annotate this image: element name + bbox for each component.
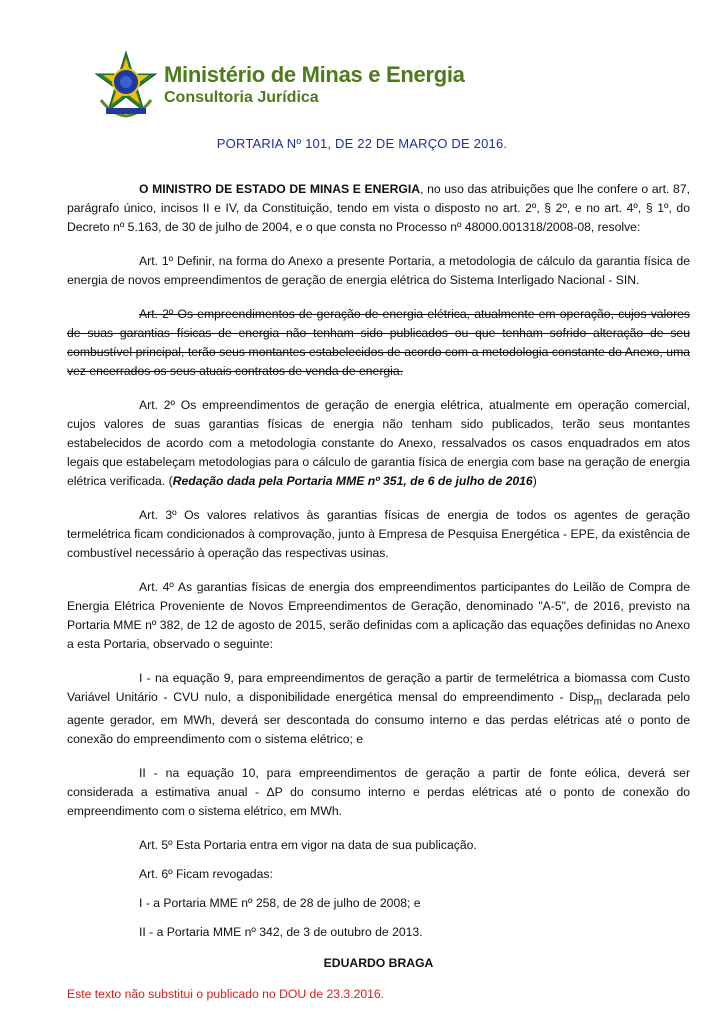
preamble-text: , no uso das atribuições que lhe confere o art. 87, parágrafo único, incisos II e IV, da Constituição, tendo em vista o disposto no art. 2º, § 2º, e no art. 4º, § 1º, do Decreto nº 5.163, de 30 de julho de 2004, e o que consta no Processo nº 48000.001318/2008-08, resolve: xyxy=(67,182,690,234)
minister-title: O MINISTRO DE ESTADO DE MINAS E ENERGIA xyxy=(139,182,421,196)
publication-notice: Este texto não substitui o publicado no DOU de 23.3.2016. xyxy=(67,987,385,1002)
item-1-post: declarada pelo agente gerador, em MWh, deverá ser descontada do consumo interno e das perdas elétricas até o ponto de conexão do empreendimento com o sistema elétrico; e xyxy=(67,690,690,747)
revocation-2: II - a Portaria MME nº 342, de 3 de outubro de 2013. xyxy=(139,925,423,940)
amendment-note: Redação dada pela Portaria MME nº 351, de 6 de julho de 2016 xyxy=(172,474,533,488)
article-4: Art. 4º As garantias físicas de energia dos empreendimentos participantes do Leilão de Compra de Energia Elétrica Proveniente de Novos Empreendimentos de Geração, denominado "A-5", de 2016, previsto na Portaria MME nº 382, de 12 de agosto de 2015, serão definidas com a aplicação das equações definidas no Anexo a esta Portaria, observado o seguinte: xyxy=(67,580,690,651)
article-6: Art. 6º Ficam revogadas: xyxy=(139,867,273,882)
document-body xyxy=(67,180,690,1004)
brazil-coat-of-arms-icon xyxy=(93,50,159,118)
item-2: II - na equação 10, para empreendimentos de geração a partir de fonte eólica, deverá ser considerada a estimativa anual - ΔP do consumo interno e perdas elétricas até o ponto de conexão do empreendimento com o sistema elétrico, em MWh. xyxy=(67,766,690,819)
article-5: Art. 5º Esta Portaria entra em vigor na data de sua publicação. xyxy=(139,838,477,853)
article-2-text: Art. 2º Os empreendimentos de geração de energia elétrica, atualmente em operação comercial, cujos valores de suas garantias físicas de energia não tenham sido publicados, terão seus montantes estabelecidos de acordo com a metodologia constante do Anexo, ressalvados os casos enquadrados em atos legais que estabeleçam metodologias para o cálculo de garantia física de energia com base na geração de energia elétrica verificada. ( xyxy=(67,398,690,488)
org-name: Ministério de Minas e Energia xyxy=(164,62,465,87)
article-2-close: ) xyxy=(532,474,537,488)
item-1-pre: I - na equação 9, para empreendimentos de geração a partir de termelétrica a biomassa com Custo Variável Unitário - CVU nulo, a disponibilidade energética mensal do empreendimento - Disp xyxy=(67,671,690,704)
article-1: Art. 1º Definir, na forma do Anexo a presente Portaria, a metodologia de cálculo da garantia física de energia de novos empreendimentos de geração de energia elétrica do Sistema Interligado Nacional - SIN. xyxy=(67,254,690,287)
article-3: Art. 3º Os valores relativos às garantias físicas de energia de todos os agentes de geração termelétrica ficam condicionados à comprovação, junto à Empresa de Pesquisa Energética - EPE, da existência de combustível necessário à operação das respectivas usinas. xyxy=(67,508,690,560)
article-2-revoked: Art. 2º Os empreendimentos de geração de energia elétrica, atualmente em operação, cujos valores de suas garantias físicas de energia não tenham sido publicados ou que tenham sofrido alteração de seu combustível principal, terão seus montantes estabelecidos de acordo com a metodologia constante do Anexo, uma vez encerrados os seus atuais contratos de venda de energia. xyxy=(67,307,690,378)
item-1-subscript: m xyxy=(593,696,603,708)
letterhead xyxy=(93,50,653,122)
article-2 xyxy=(67,396,690,491)
item-1 xyxy=(67,669,690,749)
document-title: PORTARIA Nº 101, DE 22 DE MARÇO DE 2016. xyxy=(216,136,508,151)
revocation-1: I - a Portaria MME nº 258, de 28 de julho de 2008; e xyxy=(139,896,421,911)
signature: EDUARDO BRAGA xyxy=(323,956,434,971)
preamble xyxy=(67,180,690,237)
org-subtitle: Consultoria Jurídica xyxy=(164,89,319,106)
